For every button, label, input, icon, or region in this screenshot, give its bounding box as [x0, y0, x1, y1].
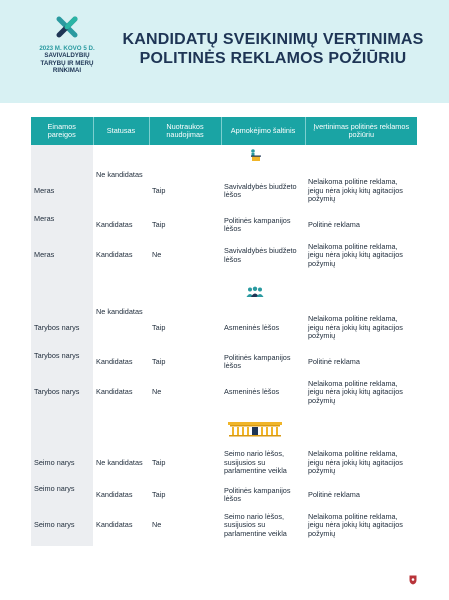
cell-payment-source: Politinės kampanijos lėšos	[224, 485, 291, 503]
cell-assessment: Nelaikoma politine reklama, jeigu nėra jokių kitų agitacijos požymių	[308, 511, 403, 538]
mayor-podium-icon	[249, 148, 261, 162]
cell-payment-source: Seimo nario lėšos, susijusios su parlamentine veikla	[224, 449, 287, 476]
cell-photo-use: Taip	[152, 457, 166, 467]
cell-status: Kandidatas	[96, 520, 133, 530]
cell-payment-source: Savivaldybės biudžeto lėšos	[224, 246, 297, 264]
cell-payment-source: Asmeninės lėšos	[224, 322, 280, 332]
group-row-council	[31, 282, 417, 304]
cell-position: Seimo narys	[31, 485, 93, 505]
table-header-row	[31, 117, 417, 145]
cell-photo-use: Ne	[152, 250, 162, 260]
logo-line-3: RINKIMAI	[52, 66, 82, 74]
cell-payment-source: Savivaldybės biudžeto lėšos	[224, 181, 297, 199]
cell-payment-source: Politinės kampanijos lėšos	[224, 352, 291, 370]
cell-assessment: Politinė reklama	[308, 489, 360, 499]
cell-status: Kandidatas	[96, 219, 133, 229]
table-row	[31, 372, 417, 413]
evaluation-table	[31, 117, 417, 546]
logo-caption	[27, 45, 107, 74]
cell-photo-use: Taip	[152, 356, 166, 366]
cell-payment-source: Seimo nario lėšos, susijusios su parlamentine veikla	[224, 511, 287, 538]
logo-line-1: SAVIVALDYBIŲ	[44, 52, 90, 60]
cell-assessment: Nelaikoma politine reklama, jeigu nėra jokių kitų agitacijos požymių	[308, 314, 403, 341]
cell-status: Ne kandidatas	[96, 307, 143, 316]
cell-status: Kandidatas	[96, 250, 133, 260]
cell-status: Ne kandidatas	[96, 457, 143, 467]
cell-assessment: Politinė reklama	[308, 219, 360, 229]
page-header	[0, 0, 449, 103]
cell-position: Seimo narys	[31, 505, 93, 546]
cell-photo-use: Taip	[152, 322, 166, 332]
cell-photo-use: Taip	[152, 489, 166, 499]
coat-of-arms-icon	[409, 575, 417, 585]
cell-position: Tarybos narys	[31, 304, 93, 352]
vrk-logo-icon	[56, 16, 78, 38]
table-row	[31, 505, 417, 546]
cell-assessment: Nelaikoma politine reklama, jeigu nėra jokių kitų agitacijos požymių	[308, 378, 403, 405]
table-row	[31, 352, 417, 372]
cell-position: Tarybos narys	[31, 372, 93, 413]
cell-position: Meras	[31, 167, 93, 215]
table-row	[31, 167, 417, 215]
table-row	[31, 215, 417, 235]
header-assessment: Įvertinimas politinės reklamos požiūriu	[305, 117, 417, 145]
group-row-parliament	[31, 419, 417, 441]
table-row	[31, 441, 417, 485]
group-row-mayor	[31, 145, 417, 167]
cell-status: Ne kandidatas	[96, 170, 143, 179]
cell-status: Kandidatas	[96, 356, 133, 366]
cell-status: Kandidatas	[96, 489, 133, 499]
council-group-icon	[246, 286, 264, 298]
table-row	[31, 235, 417, 276]
logo-line-2: TARYBŲ IR MERŲ	[40, 59, 94, 67]
cell-payment-source: Asmeninės lėšos	[224, 387, 280, 397]
page-title	[118, 30, 428, 68]
cell-status: Kandidatas	[96, 387, 133, 397]
parliament-building-icon	[227, 421, 283, 437]
header-position: Einamos pareigos	[31, 117, 93, 145]
logo-date: 2023 M. KOVO 5 D.	[39, 45, 95, 52]
cell-photo-use: Ne	[152, 387, 162, 397]
cell-photo-use: Taip	[152, 185, 166, 195]
cell-position: Meras	[31, 235, 93, 276]
cell-assessment: Nelaikoma politine reklama, jeigu nėra jokių kitų agitacijos požymių	[308, 177, 403, 204]
cell-assessment: Politinė reklama	[308, 356, 360, 366]
header-status: Statusas	[93, 117, 149, 145]
cell-assessment: Nelaikoma politine reklama, jeigu nėra jokių kitų agitacijos požymių	[308, 241, 403, 268]
cell-position: Tarybos narys	[31, 352, 93, 372]
header-payment-source: Apmokėjimo šaltinis	[221, 117, 305, 145]
table-row	[31, 485, 417, 505]
cell-position: Seimo narys	[31, 441, 93, 485]
cell-assessment: Nelaikoma politine reklama, jeigu nėra jokių kitų agitacijos požymių	[308, 449, 403, 476]
cell-position: Meras	[31, 215, 93, 235]
cell-photo-use: Taip	[152, 219, 166, 229]
cell-photo-use: Ne	[152, 520, 162, 530]
table-row	[31, 304, 417, 352]
title-line-2: POLITINĖS REKLAMOS POŽIŪRIU	[139, 50, 407, 67]
header-photo-use: Nuotraukos naudojimas	[149, 117, 221, 145]
cell-payment-source: Politinės kampanijos lėšos	[224, 215, 291, 233]
title-line-1: KANDIDATŲ SVEIKINIMŲ VERTINIMAS	[122, 31, 424, 48]
